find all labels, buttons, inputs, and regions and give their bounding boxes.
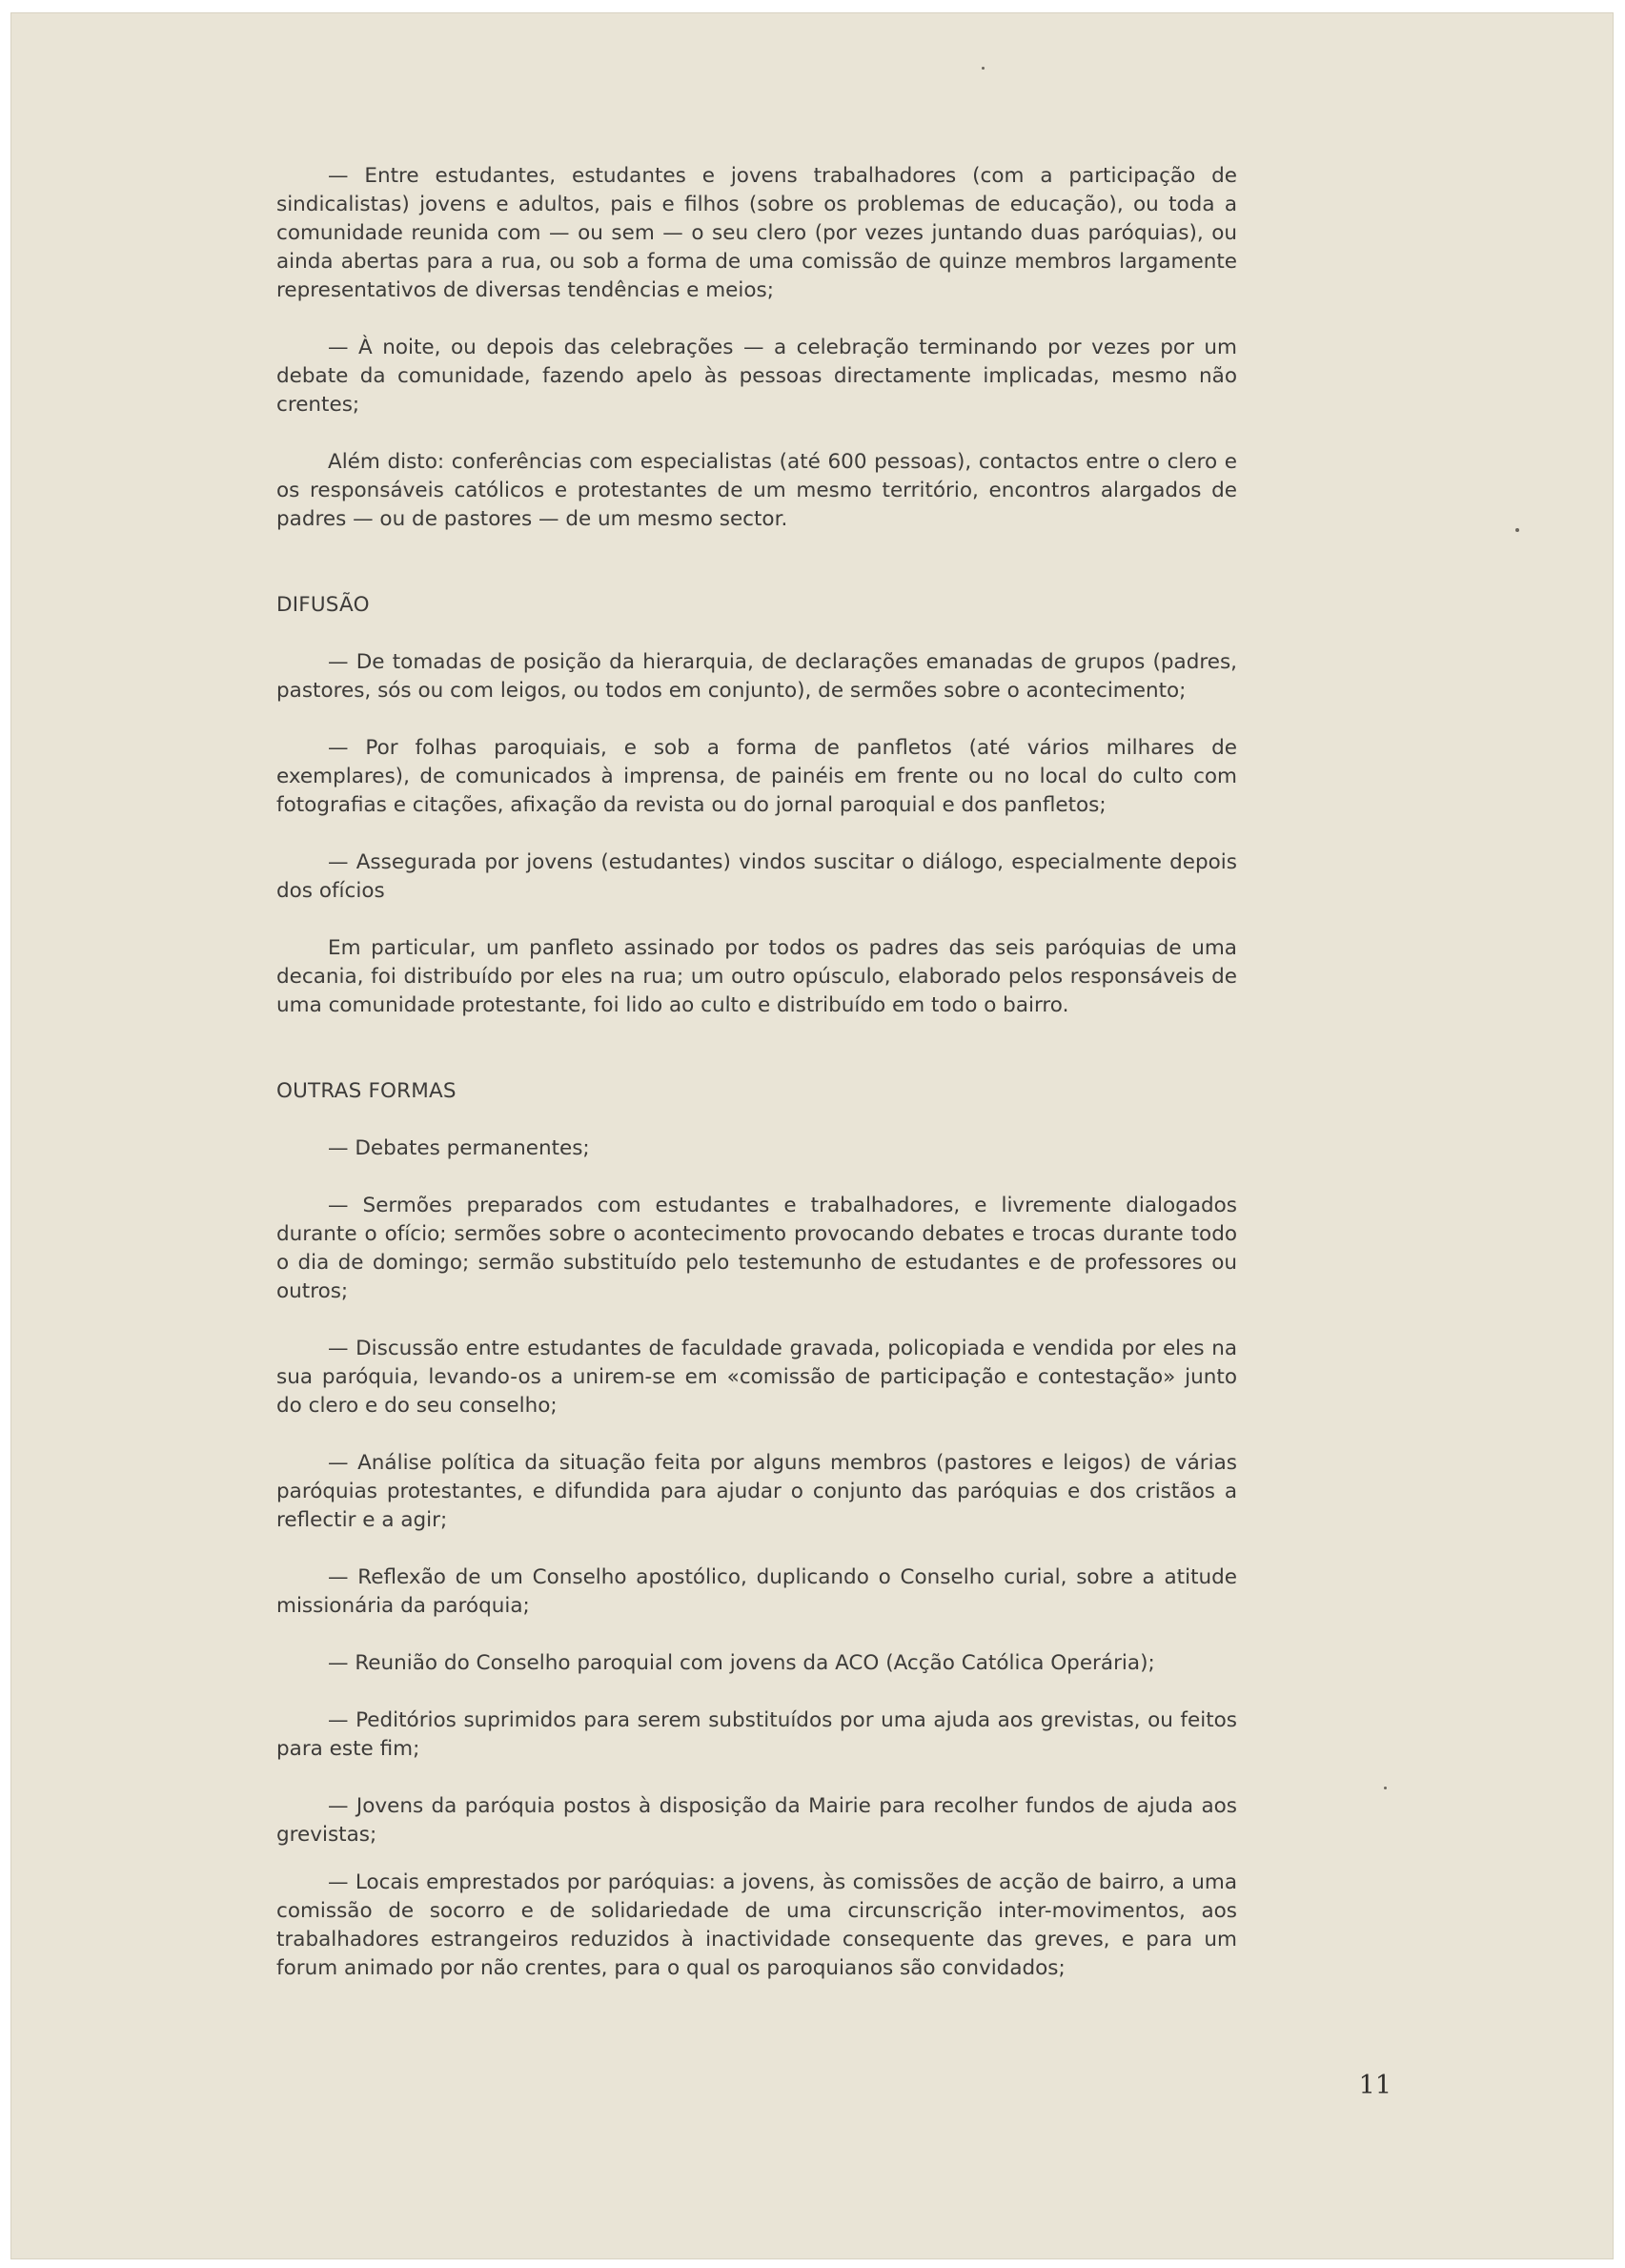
paragraph: — Sermões preparados com estudantes e trabalhadores, e livremente dialogados durante o ofício; sermões sobre o acontecimento provocando debates e trocas durante todo o dia de domingo; sermão substituído pelo testemunho de estudantes e de professores ou outros; — [276, 1194, 1237, 1303]
paper-speck — [982, 67, 985, 70]
section-heading-difusao: DIFUSÃO — [276, 593, 370, 617]
paragraph: — Por folhas paroquiais, e sob a forma de panfletos (até vários milhares de exemplares), de comunicados à imprensa, de painéis em frente ou no local do culto com fotografias e citações, afixação da revista ou do jornal paroquial e dos panfletos; — [276, 736, 1237, 817]
paragraph: — Entre estudantes, estudantes e jovens trabalhadores (com a participação de sindicalistas) jovens e adultos, pais e filhos (sobre os problemas de educação), ou toda a comunidade reunida com — ou sem — o seu clero (por vezes juntando duas paróquias), ou ainda abertas para a rua, ou sob a forma de uma comissão de quinze membros largamente representativos de diversas tendências e meios; — [276, 164, 1237, 302]
paragraph: Em particular, um panfleto assinado por todos os padres das seis paróquias de uma decania, foi distribuído por eles na rua; um outro opúsculo, elaborado pelos responsáveis de uma comunidade protestante, foi lido ao culto e distribuído em todo o bairro. — [276, 936, 1237, 1017]
paragraph: — Discussão entre estudantes de faculdade gravada, policopiada e vendida por eles na sua paróquia, levando-os a unirem-se em «comissão de participação e contestação» junto do clero e do seu conselho; — [276, 1337, 1237, 1418]
paragraph: — Reflexão de um Conselho apostólico, duplicando o Conselho curial, sobre a atitude missionária da paróquia; — [276, 1565, 1237, 1618]
paragraph: — Reunião do Conselho paroquial com jovens da ACO (Acção Católica Operária); — [328, 1651, 1155, 1675]
paper-speck — [1515, 528, 1519, 532]
paragraph: — Assegurada por jovens (estudantes) vindos suscitar o diálogo, especialmente depois dos ofícios — [276, 850, 1237, 903]
paragraph: — À noite, ou depois das celebrações — a celebração terminando por vezes por um debate da comunidade, fazendo apelo às pessoas directamente implicadas, mesmo não crentes; — [276, 336, 1237, 417]
paragraph: — Análise política da situação feita por alguns membros (pastores e leigos) de várias paróquias protestantes, e difundida para ajudar o conjunto das paróquias e dos cristãos a reflectir e a agir; — [276, 1451, 1237, 1532]
paragraph: Além disto: conferências com especialistas (até 600 pessoas), contactos entre o clero e os responsáveis católicos e protestantes de um mesmo território, encontros alargados de padres — ou de pastores — de um mesmo sector. — [276, 450, 1237, 531]
paragraph: — De tomadas de posição da hierarquia, de declarações emanadas de grupos (padres, pastores, sós ou com leigos, ou todos em conjunto), de sermões sobre o acontecimento; — [276, 650, 1237, 703]
document-body — [276, 162, 1237, 1983]
paragraph: — Debates permanentes; — [328, 1136, 590, 1160]
section-heading-outras-formas: OUTRAS FORMAS — [276, 1079, 457, 1103]
page-number: 11 — [1358, 2071, 1391, 2100]
paragraph: — Jovens da paróquia postos à disposição da Mairie para recolher fundos de ajuda aos grevistas; — [276, 1794, 1237, 1847]
paragraph: — Locais emprestados por paróquias: a jovens, às comissões de acção de bairro, a uma comissão de socorro e de solidariedade de uma circunscrição inter-movimentos, aos trabalhadores estrangeiros reduzidos à inactividade consequente das greves, e para um forum animado por não crentes, para o qual os paroquianos são convidados; — [276, 1870, 1237, 1980]
paper-speck — [1384, 1787, 1387, 1789]
paragraph: — Peditórios suprimidos para serem substituídos por uma ajuda aos grevistas, ou feitos para este fim; — [276, 1708, 1237, 1761]
